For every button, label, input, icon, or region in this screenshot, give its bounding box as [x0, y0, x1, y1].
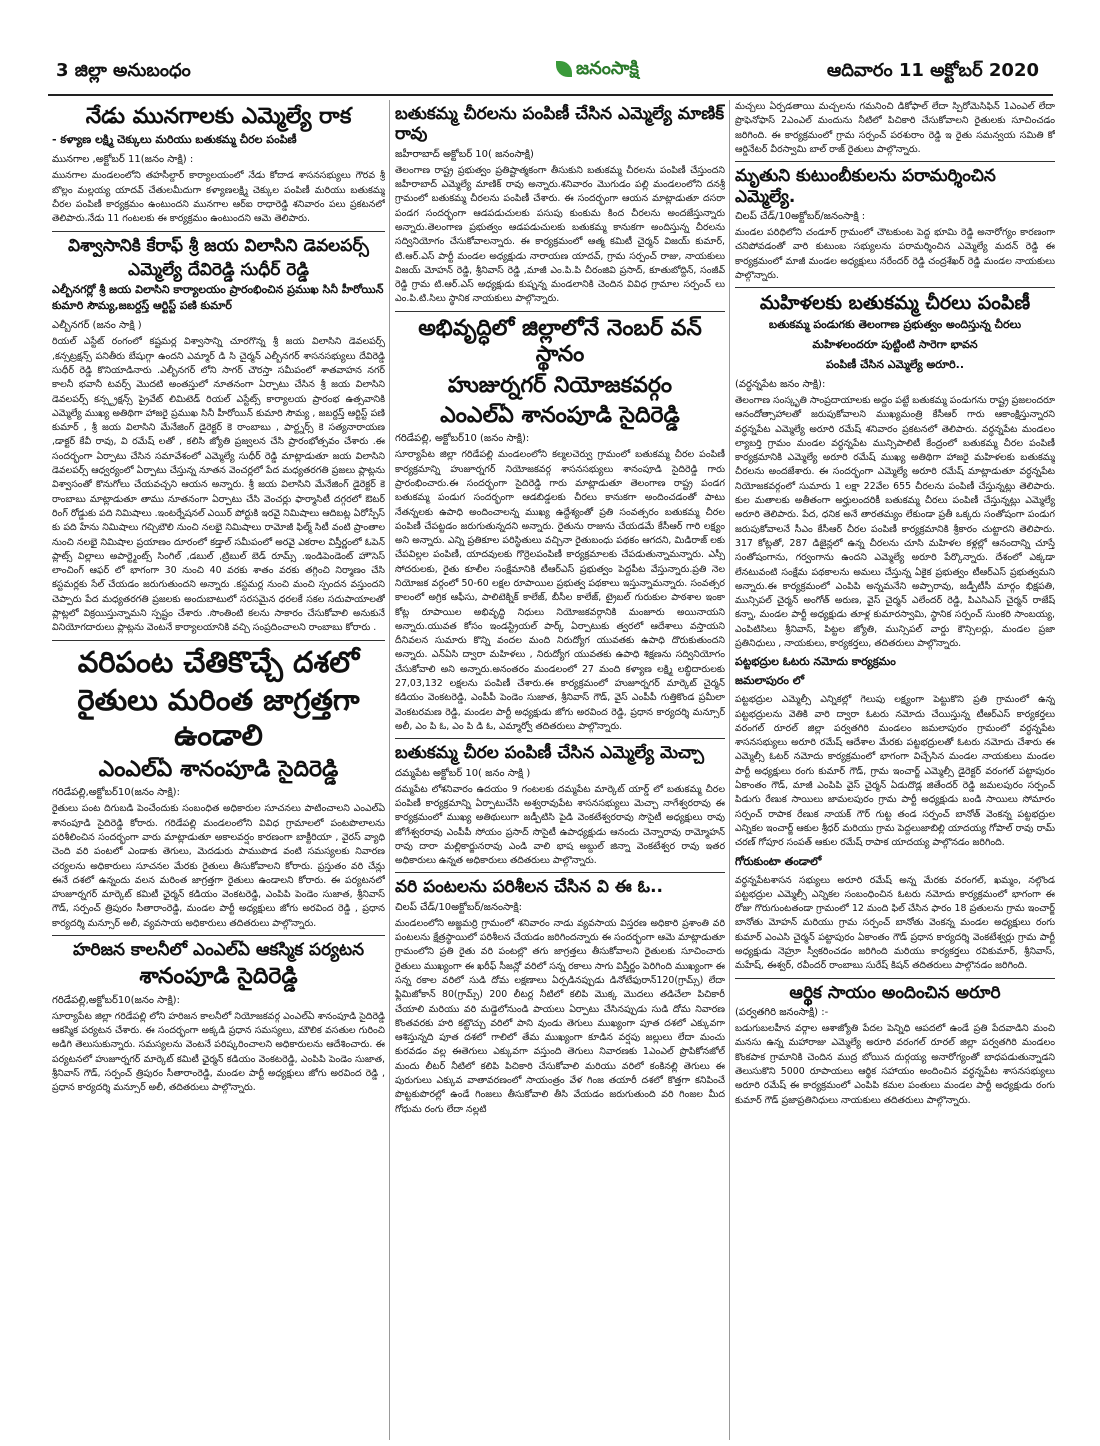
article-divider [735, 161, 1055, 162]
headline: విశ్వాసానికి కేరాఫ్ శ్రీ జయ విలాసిని డెవలపర్స్ [68, 235, 369, 256]
headline: నేడు మునగాలకు ఎమ్మెల్యే రాక [85, 104, 352, 129]
headline: వరిపంట చేతికొచ్చే దశలో [77, 644, 360, 679]
dateline: గరిడేపల్లి,అక్టోబర్10(జనం సాక్షి): [52, 994, 180, 1006]
column-divider [389, 100, 390, 1440]
article-divider [395, 311, 725, 312]
dateline: మునగాల ,అక్టోబర్ 11(జనం సాక్షి) : [52, 154, 194, 166]
column-divider [729, 100, 730, 1440]
article-body: మచ్చలు ఏర్పడతాయి మచ్చలను గమనించి డికోఫాల్ లేదా స్పిరోమెసిఫిన్ 1ఎంఎల్ లేదా ప్రొఫెనోఫాస్ 2ఎంఎల్ మందును నీటిలో పిచికారి చేసుకోవాలని రైతులకు సూచించడం జరిగింది. ఈ కార్యక్రమంలో గ్రామ సర్పంచ్ పరశురాం రెడ్డి ఇ రైతు సమన్వయ సమితి కో ఆర్డినేటర్ వీరస్వామి బాల్ రాజ్ రైతులు పాల్గొన్నారు. [735, 101, 1055, 155]
article-body: మునగాల మండలంలోని తహసీల్దార్ కార్యాలయంలో నేడు కోదాడ శాసనసభ్యులు గౌరవ శ్రీ బొల్లం మల్లయ్య యాదవ్ చేతులమీదుగా కళ్యాణలక్ష్మి చెక్కుల పంపిణీ మరియు బతుకమ్మ చీరల పంపిణీ కార్యక్రమం ఉంటుందని మునగాల ఆర్ఐ రాధారెడ్డి శనివారం పలు ప్రకటనలో తెలిపారు.నేడు 11 గంటలకు ఈ కార్యక్రమం ఉంటుందని ఆమె తెలిపారు. [52, 170, 385, 225]
article-divider [395, 872, 725, 873]
subheadline: పంపిణీ చేసిన ఎమ్మెల్యే అరూరి.. [825, 357, 965, 371]
headline: ఆర్థిక సాయం అందించిన అరూరి [789, 982, 1001, 1003]
leaf-icon [556, 61, 572, 77]
headline: ఎంఎల్ఏ శానంపూడి సైదిరెడ్డి [98, 756, 339, 782]
article-body: మండలంలోని అజ్జమర్రి గ్రామంలో శనివారం నాడు వ్యవసాయ విస్తరణ అధికారి ప్రశాంతి వరి పంటలను క్షేత్రస్థాయిలో పరిశీలన చేయడం జరిగిందన్నారు ఈ సందర్భంగా ఆమె మాట్లాడుతూ గ్రామంలోని ప్రతి రైతు వరి పంటల్లొ తగు జాగ్రత్తలు తీసుకోవాలని రైతులకు సూచించారు రైతులు ముఖ్యంగా ఈ ఖరీఫ్ సీజన్లో వరిలో సన్న రకాలు సాగు విస్తీర్ణం పెరిగింది ముఖ్యంగా ఈ సన్న రకాల వరిలో సుడి దోమ లక్షణాలు ఏర్పడినప్పుడు డినోటేఫురాన్120(గ్రామ్స్) లేదా ఫ్లిమిజోకాన్ 80(గ్రామ్స్) 200 లీటర్ల నీటిలో కలిపి మొక్క మొదలు తడిచేలా పిచికారీ చేయాలి మరియు వరి మడ్డెలోనుండి పాయలు ఏర్పాటు చేసినప్పుడు సుడి దోమ నివారణ కొంతవరకు హరి కట్టొచ్చు వరిలో పాని వుండు తెగులు ముఖ్యంగా పూత దశలో ఎక్కువగా ఆశిస్తున్నది పూత దశలో గాలిలో తేమ ముఖ్యంగా కూడిన వర్షపు జల్లులు లేదా మంచు కురవడం వల్ల ఈతెగులు ఎక్కువగా వస్తుంది తెగులు నివారణకు 1ఎంఎల్ ప్రొపికోనజోల్ మందు లీటర్ నీటిలో కలిపి పిచికారి చేసుకోవాలి మరియు వరిలో కంకినల్లి తెగులు ఈ పురుగులు ఎక్కువ వాతావరణంలో సాయంత్రం వేళ గింజ తయారీ దశలో కొత్తగా కనిపించే పొట్టకుపొరల్లో ఉండే గింజలు తీసుకోవాలి తీసి వేయడం జరుగుతుంది వరి గింజల మీద గోధుమ రంగు లేదా నల్లటి [395, 917, 725, 1115]
headline: హరిజన కాలనీలో ఎంఎల్ఏ ఆకస్మిక పర్యటన [72, 940, 365, 961]
article-divider [735, 287, 1055, 288]
column-3 [735, 100, 1055, 1440]
dateline: జహీరాబాద్ అక్టోబర్ 10( జనంసాక్షి) [395, 148, 534, 160]
article-body: దమ్మపేట లోశనివారం ఉదయం 9 గంటలకు దమ్మపేట మార్కెట్ యార్డ్ లో బతుకమ్మ చీరల పంపిణీ కార్యక్రమాన్ని ఏర్పాటుచేసి అశ్వరావుపేట శాసనసభ్యులు మెచ్చా నాగేశ్వరరావు ఈ కార్యక్రమంలో ముఖ్య అతిథులుగా జడ్పీటిసి పైడి వెంకటేశ్వరరావు సొసైటీ అధ్యక్షులు రావు జోగేశ్వరరావు ఎంపీపీ సోయం ప్రసాద్ సొసైటీ ఉపాధ్యక్షుడు ఆనందు చెన్నారావు రామ్మోహన్ రావు దారా మల్లికార్జునరావు ఎండి వాలి భాష అబ్దుల్ జిన్నా వెంకటేశ్వర రావు ఇతర అధికారులు ఉన్నత అధికారులు తదితరులు పాల్గొన్నారు. [395, 783, 725, 867]
dateline: (పర్వతగిరి జనంసాక్షి) :- [735, 1007, 829, 1019]
newspaper-logo [556, 58, 639, 83]
headline: ఎంఎల్ఏ శానంపూడి సైదిరెడ్డి [440, 402, 680, 428]
article-body: తెలంగాణ సంస్కృతి సాంప్రదాయాలకు అద్దం పట్టే బతుకమ్మ పండుగను రాష్ట్ర ప్రజలందరూ ఆనందోత్సాహాలతో జరుపుకోవాలని ముఖ్యమంత్రి కేసీఆర్ గారు ఆకాంక్షిస్తున్నారని వర్ధన్నపేట ఎమ్మెల్యే అరూరి రమేష్ శనివారం ప్రకటనలో తెలిపారు. వర్ధన్నపేట మండలం ల్యాబర్తి గ్రామం మండల వర్ధన్నపేట మున్సిపాలిటీ కేంద్రంలో బతుకమ్మ చీరల పంపిణీ కార్యక్రమానికి ఎమ్మెల్యే అరూరి రమేష్ ముఖ్య అతిథిగా హాజరై మహిళలకు బతుకమ్మ చీరలను అందజేశారు. ఈ సందర్భంగా ఎమ్మెల్యే అరూరి రమేష్ మాట్లాడుతూ వర్ధన్నపేట నియోజకవర్గంలో సుమారు 1 లక్షా 22వేల 655 చీరలను పంపిణీ చేస్తున్నట్లు తెలిపారు. కుల మతాలకు అతీతంగా అర్హులందరికీ బతుకమ్మ చీరలు పంపిణీ చేస్తున్నట్లు ఎమ్మెల్యే అరూరి తెలిపారు. పేద, ధనిక అనే తారతమ్యం లేకుండా ప్రతీ ఒక్కరు సంతోషంగా పండుగ జరుపుకోవాలనే సీఎం కేసీఆర్ చీరల పంపిణీ కార్యక్రమానికి శ్రీకారం చుట్టారని తెలిపారు. 317 కోట్లతో, 287 డిజైన్లలో ఉన్న చీరలను చూసి మహిళల కళ్లల్లో ఆనందాన్ని చూస్తే సంతోషంగాను, గర్వంగాను ఉందని ఎమ్మెల్యే అరూరి పేర్కొన్నారు. దేశంలో ఎక్కడా లేనటువంటి సంక్షేమ పథకాలను అమలు చేస్తున్న ఏకైక ప్రభుత్వం టీఆర్ఎస్ ప్రభుత్వమని అన్నారు.ఈ కార్యక్రమంలో ఎంపిపి అన్నమనేని అప్పారావు, జడ్పీటీసీ మార్గం భిక్షపతి, మున్సిపల్ చైర్మన్ అంగోత్ అరుణ, వైస్ చైర్మన్ ఎలేందర్ రెడ్డి, పిఎసిఎస్ చైర్మన్ రాజేష్ కన్నా, మండల పార్టీ అధ్యక్షుడు తూళ్ల కుమారస్వామి, స్థానిక సర్పంచ్ సుంకరి సాంబయ్య, ఎంపిటిసిలు శ్రీనివాస్, పిట్టల జ్యోతి, మున్సిపల్ వార్డు కౌన్సిలర్లు, మండల ప్రజా ప్రతినిధులు , నాయకులు, కార్యకర్తలు, తదితరులు పాల్గొన్నారు. [735, 394, 1055, 649]
subheadline: బతుకమ్మ పండుగకు తెలంగాణ ప్రభుత్వం అందిస్తున్న చీరలు [768, 317, 1022, 331]
headline: హుజుర్నగర్ నియోజకవర్గం [447, 372, 673, 398]
page-header [48, 56, 1053, 96]
column-2 [395, 100, 725, 1440]
article-divider [735, 978, 1055, 979]
article-divider [395, 738, 725, 739]
headline: బతుకమ్మ చీరలను పంపిణీ చేసిన ఎమ్మెల్యే మాణిక్ రావు [395, 104, 725, 145]
dateline: గరిడేపల్లి, అక్టోబర్10 (జనం సాక్షి): [395, 433, 530, 445]
article-divider [52, 935, 385, 936]
headline: బతుకమ్మ చీరల పంపిణీ చేసిన ఎమ్మెల్యే మెచ్చా [395, 743, 704, 764]
subheadline: ఎల్బీనగర్లో శ్రీ జయ విలాసిని కార్యాలయం ప్రారంభించిన ప్రముఖ సినీ హీరోయిన్ కుమారి సౌమ్య,జబర్దస్త్ ఆర్టిస్ట్ పణి కుమార్ [52, 283, 384, 313]
article-body: రైతులు పంట దిగుబడి పెంచేందుకు సంబంధిత అధికారుల సూచనలు పాటించాలని ఎంఎల్ఏ శానంపూడి సైదిరెడ్డి కోరారు. గరిడేపల్లి మండలంలోని వివిధ గ్రామాలలో పంటపొలాలను పరిశీలించిన సందర్భంగా వారు మాట్లాడుతూ అకాలవర్షం కారణంగా బాక్టీరియా , వైరస్ వ్యాధి చెంది వరి పంటలో ఎండాకు తెగులు, మెదడురు పాముపొడ వంటి సమస్యలకు నివారణ చర్యలను అధికారులు సూచనల మేరకు రైతులు తీసుకోవాలని కోరారు. ప్రస్తుతం వరి చేన్లు ఈనే దశలో ఉన్నందు వలన మరింత జాగ్రత్తగా రైతులు ఉండాలని కోరారు. ఈ పర్యటనలో హుజూర్నగర్ మార్కెట్ కమిటీ ఛైర్మన్ కడియం వెంకటరెడ్డి, ఎంపిపి పెండెం సుజాత, శ్రీనివాస్ గౌడ్, సర్పంచ్ త్రిపురం సీతారాంరెడ్డి, మండల పార్టీ అధ్యక్షులు జోగు అరవింద రెడ్డి , ప్రధాన కార్యదర్శి మన్సూర్ అలీ, వ్యవసాయ అధికారులు తదితరులు పాల్గొన్నారు. [52, 803, 385, 929]
column-1 [52, 100, 385, 1440]
logo-text: జనంసాక్షి [576, 58, 639, 79]
headline: ఎమ్మెల్యే దేవిరెడ్డి సుధీర్ రెడ్డి [128, 259, 309, 280]
dateline: ఎల్బీనగర్ (జనం సాక్షి ) [52, 320, 142, 332]
headline: మహిళలకు బతుకమ్మ చీరలు పంపిణీ [759, 292, 1031, 315]
section-subheading: గోరుకుంటా తండాలో [735, 854, 822, 868]
article-body: పట్టభద్రుల ఎమ్మెల్సీ ఎన్నికల్లో గెలుపు లక్ష్యంగా పెట్టుకొని ప్రతి గ్రామంలో ఉన్న పట్టభద్రులను వెతికి వారి ద్వారా ఓటరు నమోదు చేయిస్తున్న టీఆర్ఎస్ కార్యకర్తలు వరంగల్ రూరల్ జిల్లా పర్వతగిరి మండలం జమలాపురం గ్రామంలో వర్ధన్నపేట శాసనసభ్యులు అరూరి రమేష్ ఆదేశాల మేరకు పట్టభద్రులతో ఓటరు నమోదు చేశారు ఈ ఎమ్మెల్సీ ఓటర్ నమోదు కార్యక్రమంలో భాగంగా విచ్చేసిన మండల నాయకులు మండల పార్టీ అధ్యక్షులు రంగు కుమార్ గౌడ్, గ్రామ ఇంచార్జ్ ఎమ్మెల్సీ డైరెక్టర్ వరంగల్ పట్టాపురం ఏకాంతం గౌడ్, మాజీ ఎంపిపి వైస్ చైర్మన్ ఏడుదొడ్ల జితేందర్ రెడ్డి జమలపురం సర్పంచ్ పిడుగు రేణుక సాయిలు జామలపురం గ్రామ పార్టీ అధ్యక్షుడు బండి సాయిలు సోమారం సర్పంచ్ రాపాక రేణుక నాయక్ గౌర్ గుట్ట తండ సర్పంచ్ బానోత్ వెంకన్న పట్టభద్రుల ఎన్నికల ఇంచార్జ్ ఆకుల శ్రీధర్ మరియు గ్రామ పెద్దలుజాబిల్లి యాదయ్య గోపాల్ రావు రామ్ చరణ్ గోపూర సంపత్ ఆకుల రమేష్ రాపాక యాదయ్య పాల్గొనడం జరిగింది. [735, 694, 1055, 849]
article-body: సూర్యాపేట జిల్లా గరిడేపల్లి లోని హరిజన కాలనీలో నియోజకవర్గ ఎంఎల్ఏ శానంపూడి సైదిరెడ్డి ఆకస్మిక పర్యటన చేశారు. ఈ సందర్భంగా అక్కడి ప్రధాన సమస్యలు, మౌలిక వసతుల గురించి అడిగి తెలుసుకున్నారు. సమస్యలను వెంటనే పరిష్కరించాలని అధికారులను ఆదేశించారు. ఈ పర్యటనలో హుజూర్నగర్ మార్కెట్ కమిటీ ఛైర్మన్ కడియం వెంకటరెడ్డి, ఎంపిపి పెండెం సుజాత, శ్రీనివాస్ గౌడ్, సర్పంచ్ త్రిపురం సీతారాంరెడ్డి, మండల పార్టీ అధ్యక్షులు జోగు అరవింద రెడ్డి , ప్రధాన కార్యదర్శి మన్సూర్ అలీ, తదితరులు పాల్గొన్నారు. [52, 1010, 385, 1094]
section-heading: పట్టభద్రుల ఓటరు నమోదు కార్యక్రమం [735, 655, 896, 669]
headline: రైతులు మరింత జాగ్రత్తగా ఉండాలి [77, 683, 360, 753]
page-date: ఆదివారం 11 అక్టోబర్ 2020 [826, 60, 1039, 81]
headline: మృతుని కుటుంబీకులను పరామర్శించిన ఎమ్మెల్యే. [735, 166, 996, 207]
article-body: వర్ధన్నపేటశాసన సభ్యులు అరూరి రమేష్ అన్న మేరకు వరంగల్, ఖమ్మం, నల్గొండ పట్టభద్రుల ఎమ్మెల్సీ ఎన్నికల సంబంధించిన ఓటరు నమోదు కార్యక్రమంలో భాగంగా ఈ రోజు గొరుగుంటతండా గ్రామంలో 12 మంది ఫిల్ చేసిన ఫారం 18 ప్రతులను గ్రామ ఇంచార్జ్ బానోతు మోహన్ మరియు గ్రామ సర్పంచ్ బానోతు వెంకన్న మండల అధ్యక్షులు రంగు కుమార్ ఎంఎసి చైర్మన్ పట్టాపురం ఏకాంతం గౌడ్ ప్రధాన కార్యదర్శి వెంకటేశ్వర్లు గ్రామ పార్టీ అధ్యక్షుడు నెహ్రూ స్వీకరించడం జరిగింది మరియు కార్యకర్తలు రవికుమార్, శ్రీనివాస్, మహేష్, ఈశ్వర్, రవీందర్ రాంబాబు సురేష్ కిషన్ తదితరులు పాల్గొనడం జరిగింది. [735, 874, 1055, 972]
page-section-label: 3 జిల్లా అనుబంధం [56, 60, 191, 81]
article-body: సూర్యాపేట జిల్లా గరిడేపల్లి మండలంలోని కల్మలచెర్వు గ్రామంలో బతుకమ్మ చీరల పంపిణీ కార్యక్రమాన్ని హుజూర్నగర్ నియోజకవర్గ శాసనసభ్యులు శానంపూడి సైదిరెడ్డి గారు ప్రారంభించారు.ఈ సందర్భంగా సైదిరెడ్డి గారు మాట్లాడుతూ తెలంగాణ రాష్ట్ర పండగ బతుకమ్మ పండుగ సందర్భంగా ఆడబిడ్డలకు చీరలు కానుకగా అందించడంతో పాటు నేతన్నలకు ఉపాధి అందించాలన్న ముఖ్య ఉద్దేశ్యంతో ప్రతి సంవత్సరం బతుకమ్మ చీరల పంపిణీ చేపట్టడం జరుగుతున్నదని అన్నారు. రైతును రాజును చేయడమే కేసీఆర్ గారి లక్ష్యం అని అన్నారు. ఎన్ని ప్రతికూల పరిస్థితులు వచ్చినా రైతుబంధు పథకం ఆగదని, మిడిరాజ్ లకు చేపవిల్లల పంపిణీ, యాదవులకు గొర్రెలపంపిణీ కార్యక్రమాలకు చేపడుతున్నామన్నారు. ఎస్సీ సోదరులకు, రైతు కూలీల సంక్షేమానికి టీఆర్ఎస్ ప్రభుత్వం పెద్దపీట వేస్తున్నారు.ప్రతి నెల నియోజక వర్గంలో 50-60 లక్షల రూపాయిల ప్రభుత్వ పథకాలు ఇస్తున్నామన్నారు. సంవత్సర కాలంలో అగ్రిక ఆఫీసు, పాలిటెక్నిక్ కాలేజ్, బీసీల కాలేజ్, ట్రైబల్ గురుకుల పాఠశాల ఇంకా కోట్ల రూపాయిల అభివృద్ధి నిధులు నియోజకవర్గానికి మంజూరు అయినాయని అన్నారు.యువత కోసం ఇండస్ట్రియల్ పార్క్ ఏర్పాటుకు త్వరలో ఆదేశాలు వస్తాయని దీనివలన సుమారు కొన్ని వందల మంది నిరుద్యోగ యువతకు ఉపాధి దొరుకుతుందని అన్నారు. ఎన్ఏసి ద్వారా మహిళలు , నిరుద్యోగ యువతకు ఉపాధి శిక్షణను సద్వినియోగం చేసుకోవాలి అని అన్నారు.అనంతరం మండలంలో 27 మంది కళ్యాణ లక్ష్మి లబ్ధిదారులకు 27,03,132 లక్షలను పంపిణీ చేశారు.ఈ కార్యక్రమంలో హుజూర్నగర్ మార్కెట్ చైర్మన్ కడియం వెంకటరెడ్డి, ఎంపీపీ పెండెం సుజాత, శ్రీనివాస్ గౌడ్, వైస్ ఎంపీపీ గుత్తికొండ ప్రమీలా వెంకటరమణ రెడ్డి, మండల పార్టీ అధ్యక్షుడు జోగు అరవింద రెడ్డి, ప్రధాన కార్యదర్శి మన్సూర్ అలీ, ఎం పి ఓ, ఎం పి డి ఓ, ఎమ్మార్వో తదితరులు పాల్గొన్నారు. [395, 449, 725, 732]
article-body: తెలంగాణ రాష్ట్ర ప్రభుత్వం ప్రతిష్టాత్మకంగా తీసుకుని బతుకమ్మ చీరలను పంపిణీ చేస్తుందని జహీరాబాద్ ఎమ్మెల్యే మాణిక్ రావు అన్నారు.శనివారం మొగుడం పల్లి మండలంలోని దనశ్రీ గ్రామంలో బతుకమ్మ చీరలను పంపిణీ చేశారు. ఈ సందర్భంగా ఆయన మాట్లాడుతూ దసరా పండగ సందర్భంగా ఆడపడుచులకు పసుపు కుంకుమ కింద చీరలను అందజేస్తున్నారు అన్నారు.తెలంగాణ ప్రభుత్వం ఆడపడుచులకు బతుకమ్మ కానుకగా అందిస్తున్న చీరలను సద్వినియోగం చేసుకోవాలన్నారు. ఈ కార్యక్రమంలో ఆత్మ కమిటీ చైర్మన్ విజయ్ కుమార్, టి.ఆర్.ఎస్ పార్టీ మండల అధ్యక్షుడు నారాయణ యాదవ్, గ్రామ సర్పంచ్ రాజు, నాయకులు విజయ్ మోహన్ రెడ్డి, శ్రీనివాస్ రెడ్డి ,మాజీ ఎం.పి.పి చీరంజివి ప్రసాద్, కూతుబోద్దిన్, సంజీవ్ రెడ్డి గ్రామ టి.ఆర్.ఎస్ అధ్యక్షుడు కుష్నన్న మండలానికి చెందిన వివిధ గ్రామాల సర్పంచ్ లు ఎం.పి.టి.సిలు స్థానిక నాయకులు పాల్గొన్నారు. [395, 164, 725, 305]
article-divider [52, 640, 385, 641]
article-body: రియల్ ఎస్టేట్ రంగంలో కష్టమర్ల విశ్వాసాన్ని చూరగొన్న శ్రీ జయ విలాసిని డెవలపర్స్ ,కన్సట్రక్షన్స్ పనితీరు బేషుగ్గా ఉందని ఎమ్మార్ డి సి చైర్మన్ ఎల్బీనగర్ శాసనసభ్యులు దేవిరెడ్డి సుధీర్ రెడ్డి కొనియాడినారు .ఎల్బీనగర్ లోని సాగర్ చౌరస్తా సమీపంలో శాతవాహన నగర్ కాలనీ భవానీ టవర్స్ మొదటి అంతస్తులో నూతనంగా ఏర్పాటు చేసిన శ్రీ జయ విలాసిని డెవలపర్స్ కన్స్ట్రక్షన్స్ ప్రైవేట్ లిమిటెడ్ రియల్ ఎస్టేట్స్ కార్యాలయ ప్రారంభ ఉత్సవానికి ఎమ్మెల్యే ముఖ్య అతిథిగా హాజరై ప్రముఖ సినీ హీరోయిన్ కుమారి సౌమ్య , జబర్దస్త్ ఆర్టిస్ట్ పణి కుమార్ , శ్రీ జయ విలాసిని మేనేజింగ్ డైరెక్టర్ కె రాంబాబు , పార్ట్నర్స్ కె సత్యనారాయణ ,డాక్టర్ కేవీ రావు, వి రమేష్ లతో , కలిసి జ్యోతి ప్రజ్వలన చేసి ప్రారంభోత్సవం చేశారు .ఈ సందర్భంగా ఏర్పాటు చేసిన సమావేశంలో ఎమ్మెల్యే సుధీర్ రెడ్డి మాట్లాడుతూ జయ విలాసిని డెవలపర్స్ ఆధ్వర్యంలో ఏర్పాటు చేస్తున్న నూతన వెంచర్లలో పేద మధ్యతరగతి ప్రజలు ప్లాట్లను విశ్వాసంతో కొనుగోలు చేయవచ్చని ఆయన అన్నారు. శ్రీ జయ విలాసిని మేనేజింగ్ డైరెక్టర్ కె రాంబాబు మాట్లాడుతూ తాము నూతనంగా ఏర్పాటు చేసి వెంచర్లు ఫార్మాసిటీ దగ్గరలో ఔటర్ రింగ్ రోడ్డుకు పది నిమిషాలు .ఇంటర్నేషనల్ ఎయిర్ పోర్టుకి ఇరవై నిమిషాలు ఆదిబట్ల ఏరోస్పేస్ కు పది హేను నిమిషాలు గచ్చిబౌలి నుంచి నలభై నిమిషాలు రామోజీ ఫిల్మ్ సిటీ వంటి ప్రాంతాల నుంచి నలభై నిమిషాల ప్రయాణం దూరంలో కడ్తాల్ సమీపంలో అరవై ఎకరాల విస్తీర్ణంలో ఓపెన్ ప్లాట్స్ విల్లాలు అపార్ట్మెంట్స్ సింగిల్ ,డబుల్ ,ట్రిబుల్ బెడ్ రూమ్స్ .ఇండిపెండెంట్ హౌసెస్ లాంచింగ్ ఆఫర్ లో భాగంగా 30 నుంచి 40 వరకు శాతం వరకు తగ్గించి నిర్మాణం చేసి కస్టమర్లకు సేల్ చేయడం జరుగుతుందని అన్నారు .కస్టమర్ల నుంచి మంచి స్పందన వస్తుందని చెప్పారు పేద మధ్యతరగతి ప్రజలకు అందుబాటులో సరసమైన ధరలకే సకల సదుపాయాలతో ప్లాట్లలో విక్రయిస్తున్నామని స్పష్టం చేశారు .సొంతింటి కలను సాకారం చేసుకోవాలి అనుకునే వినియోగదారులు ప్లాట్లను వెంటనే కార్యాలయానికి వచ్చి సంప్రదించాలని రాంబాబు కోరారు . [52, 336, 385, 634]
dateline: గరిడేపల్లి,అక్టోబర్10(జనం సాక్షి): [52, 787, 180, 799]
headline: వరి పంటలను పరిశీలన చేసిన వి ఈ ఓ.. [395, 877, 663, 898]
subheadline: మహిళలందరూ పుట్టింటి సారెగా భావన [812, 337, 978, 351]
section-subheading: జమలాపురం లో [735, 674, 805, 688]
headline: అభివృద్ధిలో జిల్లాలోనే నెంబర్ వన్ స్థానం [418, 315, 702, 368]
dateline: (వర్ధన్నపేట జనం సాక్షి): [735, 378, 826, 390]
subheadline: - కళ్యాణ లక్ష్మి చెక్కులు మరియు బతుకమ్మ చీరల పంపిణీ [52, 133, 297, 147]
article-body: మండల పరిధిలోని చండూర్ గ్రామంలో చౌటకుంట పెద్ద భూమి రెడ్డి అనారోగ్యం కారణంగా చనిపోవడంతో వారి కుటుంబ సభ్యులను పరామర్శించిన ఎమ్మెల్యే మదన్ రెడ్డి ఈ కార్యక్రమంలో మాజీ మండల అధ్యక్షులు నరేందర్ రెడ్డి చంద్రశేఖర్ రెడ్డి మండల నాయకులు పాల్గొన్నారు. [735, 226, 1055, 281]
dateline: దమ్మపేట అక్టోబర్ 10( జనం సాక్షి ) [395, 767, 531, 779]
dateline: చిలప్ చేడ్/10అక్టోబర్/జనంసాక్షి: [395, 901, 522, 913]
article-divider [52, 231, 385, 232]
dateline: చిలప్ చేడ్/10అక్టోబర్/జనంసాక్షి : [735, 210, 866, 222]
article-body: బడుగుబలహీన వర్గాల ఆశాజ్యోతి పేదల పెన్నిధి ఆపదలో ఉండే ప్రతి పేదవాడిని మంచి మనసు ఉన్న మహారాజు ఎమ్మెల్యే అరూరి వరంగల్ రూరల్ జిల్లా పర్వతగిరి మండలం కొంకపాక గ్రామానికి చెందిన ముద్ర బోయిన దుర్గయ్య అనారోగ్యంతో బాధపడుతున్నాడని తెలుసుకొని 5000 రూపాయలు ఆర్థిక సహాయం అందించిన వర్ధన్నపేట శాసనసభ్యులు అరూరి రమేష్ ఈ కార్యక్రమంలో ఎంపిపి కమల పంతులు మండల పార్టీ అధ్యక్షుడు రంగు కుమార్ గౌడ్ ప్రజాప్రతినిధులు నాయకులు తదితరులు పాల్గొన్నారు. [735, 1023, 1055, 1106]
headline: శానంపూడి సైదిరెడ్డి [139, 964, 298, 990]
